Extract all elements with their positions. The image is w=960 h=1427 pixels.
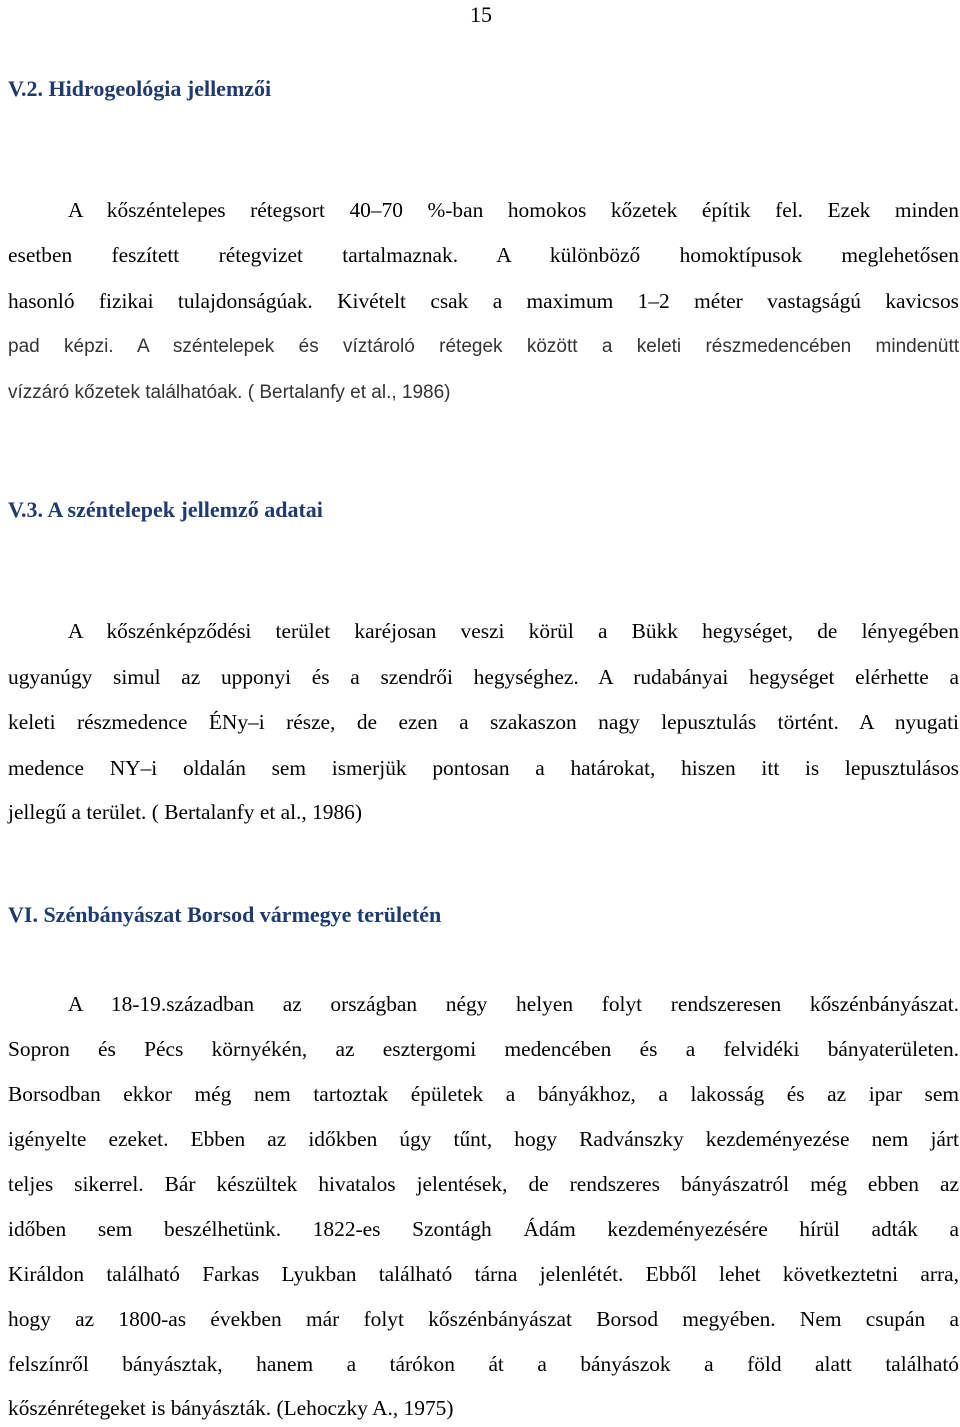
page-number: 15 bbox=[470, 2, 492, 27]
paragraph-line: vízzáró kőzetek találhatóak. ( Bertalanfy et al., 1986) bbox=[8, 382, 451, 403]
section-heading-hydrogeology: V.2. Hidrogeológia jellemzői bbox=[8, 76, 272, 101]
paragraph-line: időben sem beszélhetünk. 1822-es Szontágh Ádám kezdeményezésére hírül adták a bbox=[8, 1217, 959, 1241]
paragraph-line: jellegű a terület. ( Bertalanfy et al., 1986) bbox=[8, 800, 362, 824]
paragraph-line: A kőszéntelepes rétegsort 40–70 %-ban homokos kőzetek építik fel. Ezek minden bbox=[68, 198, 959, 222]
paragraph-line: igényelte ezeket. Ebben az időkben úgy tűnt, hogy Radvánszky kezdeményezése nem járt bbox=[8, 1127, 959, 1151]
section-heading-coal-seams: V.3. A széntelepek jellemző adatai bbox=[8, 497, 323, 522]
paragraph-line: keleti részmedence ÉNy–i része, de ezen a szakaszon nagy lepusztulás történt. A nyugati bbox=[8, 710, 959, 734]
section-heading-coal-mining-borsod: VI. Szénbányászat Borsod vármegye területén bbox=[8, 902, 442, 927]
paragraph-line: ugyanúgy simul az upponyi és a szendrői hegységhez. A rudabányai hegységet elérhette a bbox=[8, 665, 959, 689]
paragraph-line: esetben feszített rétegvizet tartalmaznak. A különböző homoktípusok meglehetősen bbox=[8, 243, 959, 267]
paragraph-line: A kőszénképződési terület karéjosan veszi körül a Bükk hegységet, de lényegében bbox=[68, 619, 959, 643]
paragraph-line: medence NY–i oldalán sem ismerjük pontosan a határokat, hiszen itt is lepusztulásos bbox=[8, 756, 959, 780]
paragraph-line: hasonló fizikai tulajdonságúak. Kivételt csak a maximum 1–2 méter vastagságú kavicsos bbox=[8, 289, 959, 313]
paragraph-line: Királdon található Farkas Lyukban található tárna jelenlétét. Ebből lehet következtetni arra, bbox=[8, 1262, 959, 1286]
paragraph-line: pad képzi. A széntelepek és víztároló rétegek között a keleti részmedencében mindenütt bbox=[8, 336, 959, 357]
paragraph-line: felszínről bányásztak, hanem a tárókon át a bányászok a föld alatt található bbox=[8, 1352, 959, 1376]
paragraph-line: A 18-19.században az országban négy helyen folyt rendszeresen kőszénbányászat. bbox=[68, 992, 959, 1016]
paragraph-line: kőszénrétegeket is bányászták. (Lehoczky A., 1975) bbox=[8, 1396, 454, 1420]
paragraph-line: teljes sikerrel. Bár készültek hivatalos jelentések, de rendszeres bányászatról még ebben az bbox=[8, 1172, 959, 1196]
paragraph-line: Sopron és Pécs környékén, az esztergomi medencében és a felvidéki bányaterületen. bbox=[8, 1037, 959, 1061]
paragraph-line: Borsodban ekkor még nem tartoztak épületek a bányákhoz, a lakosság és az ipar sem bbox=[8, 1082, 959, 1106]
paragraph-line: hogy az 1800-as években már folyt kőszénbányászat Borsod megyében. Nem csupán a bbox=[8, 1307, 959, 1331]
